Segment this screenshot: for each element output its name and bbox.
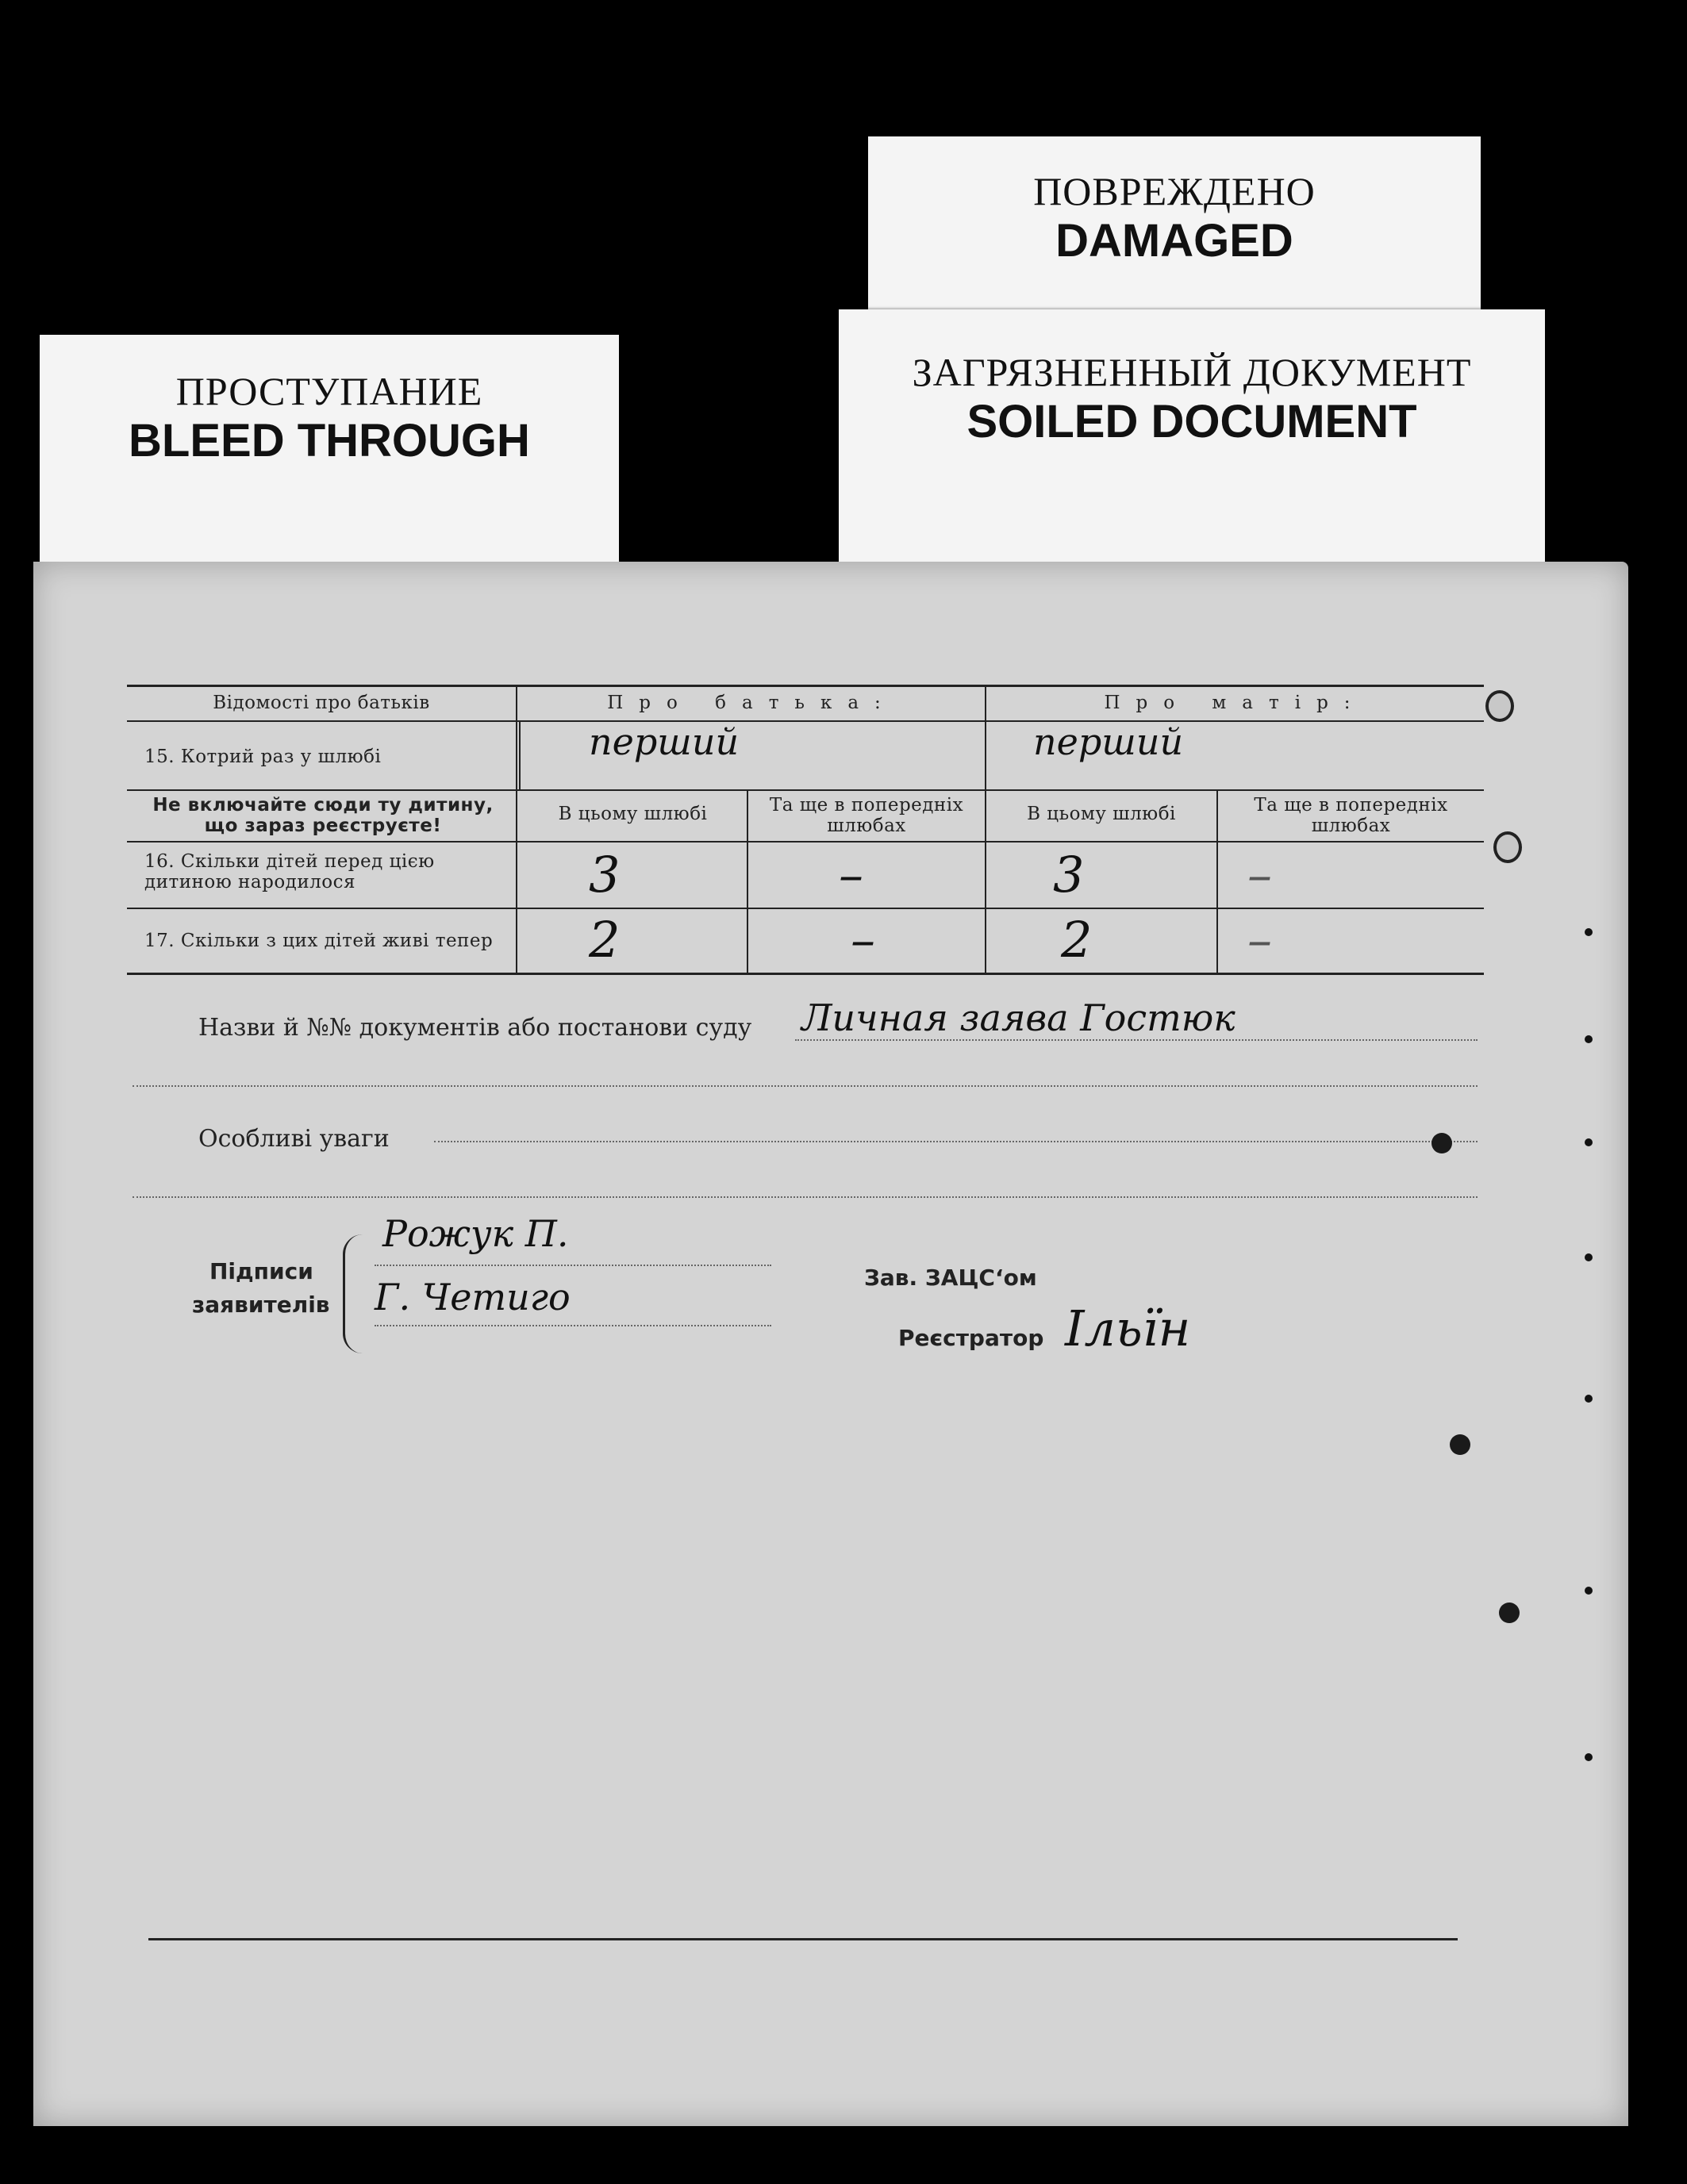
applicant-2-line (375, 1325, 771, 1326)
row15-father-value: перший (589, 720, 740, 763)
binder-mark (1585, 1753, 1593, 1761)
binder-hole (1493, 831, 1522, 863)
registrar-label: Реєстратор (898, 1325, 1044, 1351)
binder-mark (1585, 1035, 1593, 1043)
document-sheet (33, 562, 1628, 2126)
binder-hole (1431, 1133, 1452, 1153)
table-bottom-rule (127, 973, 1484, 975)
damaged-ru: ПОВРЕЖДЕНО (1033, 169, 1316, 213)
binder-mark (1585, 1138, 1593, 1146)
remarks-line (434, 1141, 1478, 1142)
table-rule (127, 720, 1484, 722)
bleed-through-label (40, 335, 619, 565)
row17-father-prev: – (851, 911, 875, 969)
table-col-divider (516, 685, 517, 973)
remarks-line-2 (133, 1196, 1478, 1198)
row16-label: 16. Скільки дітей перед цією дитиною народилося (144, 851, 435, 892)
binder-hole (1499, 1602, 1520, 1623)
row16-mother-prev: – (1247, 846, 1272, 904)
table-rule (127, 908, 1484, 909)
table-rule (127, 789, 1484, 791)
row16-father-this: 3 (589, 846, 621, 904)
damaged-label (868, 136, 1481, 316)
row17-label: 17. Скільки з цих дітей живі тепер (144, 931, 494, 951)
documents-line (795, 1039, 1478, 1041)
row16-father-prev: – (839, 846, 863, 904)
header-father: Про батька: (607, 693, 897, 713)
signatures-brace (343, 1234, 363, 1353)
remarks-label: Особливі уваги (198, 1125, 390, 1153)
bottom-rule (148, 1938, 1458, 1940)
header-mother: Про матір: (1104, 693, 1366, 713)
row17-mother-this: 2 (1061, 911, 1093, 969)
row17-mother-prev: – (1247, 911, 1272, 969)
damaged-en: DAMAGED (1055, 215, 1293, 267)
mother-this-marriage: В цьому шлюбі (1027, 804, 1176, 824)
row15-mother-value: перший (1033, 720, 1184, 763)
signatures-label-1: Підписи (209, 1258, 313, 1284)
row17-father-this: 2 (589, 911, 621, 969)
table-col-divider (519, 720, 521, 789)
row16-mother-this: 3 (1053, 846, 1085, 904)
binder-mark (1585, 1395, 1593, 1403)
table-rule (127, 841, 1484, 843)
signatures-label-2: заявителів (192, 1292, 330, 1318)
header-parents: Відомості про батьків (213, 693, 430, 713)
soiled-document-label (839, 309, 1545, 567)
documents-label: Назви й №№ документів або постанови суду (198, 1014, 752, 1042)
mother-previous-marriages: Та ще в попередніх шлюбах (1254, 795, 1448, 836)
head-zags-label: Зав. ЗАЦС‘ом (864, 1265, 1037, 1291)
applicant-1-line (375, 1265, 771, 1266)
binder-mark (1585, 1253, 1593, 1261)
documents-line-2 (133, 1085, 1478, 1087)
binder-hole (1450, 1434, 1470, 1455)
binder-mark (1585, 1587, 1593, 1595)
soiled-en: SOILED DOCUMENT (966, 396, 1417, 447)
father-previous-marriages: Та ще в попередніх шлюбах (769, 795, 964, 836)
table-col-divider (985, 685, 986, 973)
subheader-note: Не включайте сюди ту дитину, що зараз реєструєте! (152, 795, 494, 836)
bleed-through-ru: ПРОСТУПАНИЕ (175, 369, 483, 413)
documents-value: Личная заява Гостюк (801, 996, 1235, 1039)
registrar-signature: Ільїн (1065, 1299, 1191, 1357)
binder-hole (1485, 690, 1514, 722)
binder-mark (1585, 928, 1593, 936)
soiled-ru: ЗАГРЯЗНЕННЫЙ ДОКУМЕНТ (912, 350, 1472, 394)
father-this-marriage: В цьому шлюбі (558, 804, 708, 824)
bleed-through-en: BLEED THROUGH (129, 415, 530, 466)
row15-label: 15. Котрий раз у шлюбі (144, 747, 382, 767)
applicant-2-signature: Г. Четиго (375, 1276, 571, 1318)
applicant-1-signature: Рожук П. (382, 1212, 569, 1255)
table-top-rule (127, 685, 1484, 687)
